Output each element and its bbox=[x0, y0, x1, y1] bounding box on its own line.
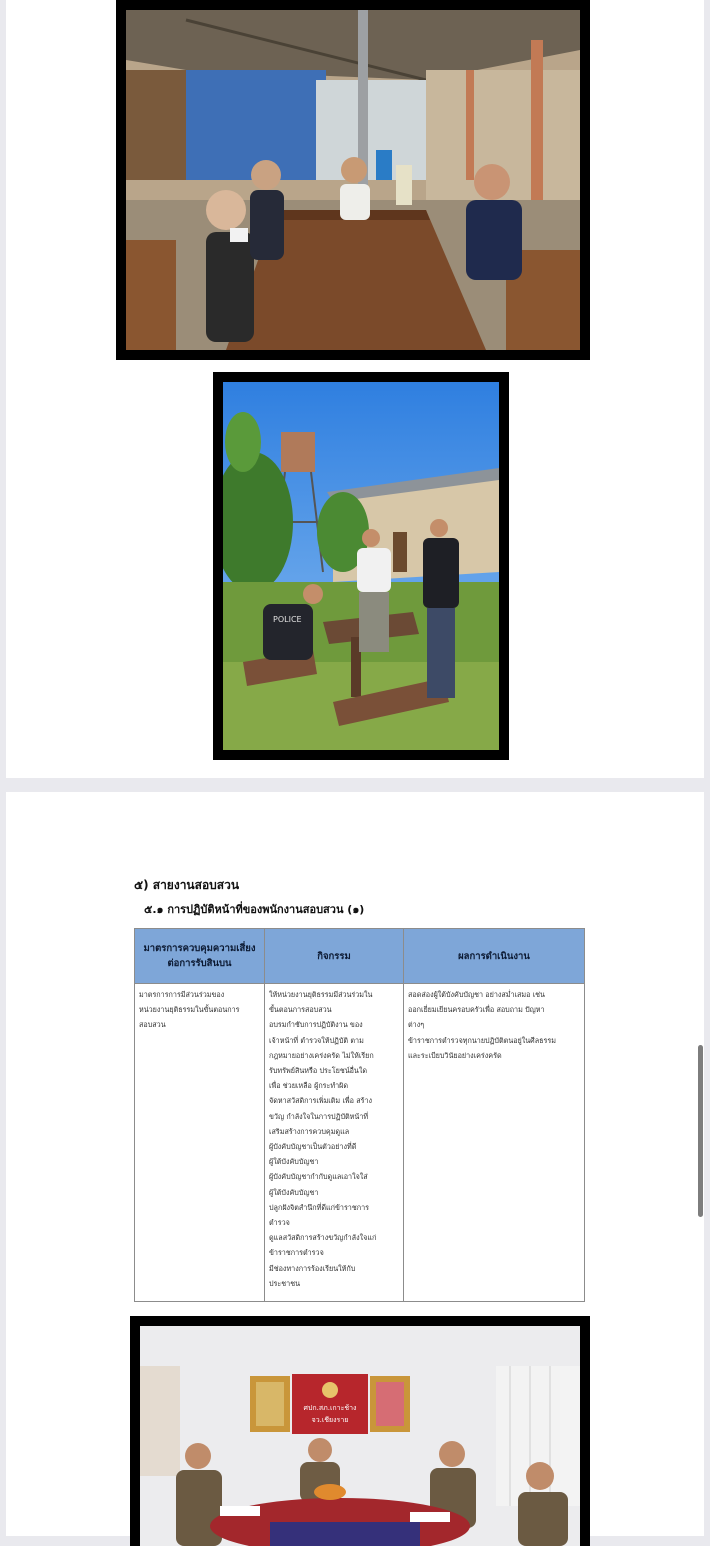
cell-line: และระเบียบวินัยอย่างเคร่งครัด bbox=[408, 1050, 502, 1060]
cell-line: ตำรวจ bbox=[269, 1218, 290, 1228]
cell-line: ผู้ใต้บังคับบัญชา bbox=[269, 1157, 319, 1167]
cell-line: เสริมสร้างการควบคุมดูแล bbox=[269, 1126, 350, 1136]
cell-line: มีช่องทางการร้องเรียนให้กับ bbox=[269, 1263, 356, 1273]
cell-line: ผู้บังคับบัญชากำกับดูแลเอาใจใส่ bbox=[269, 1172, 368, 1182]
cell-line: มาตรการการมีส่วนร่วมของ bbox=[139, 990, 225, 999]
cell-line: ออกเยี่ยมเยียนครอบครัวเพื่อ สอบถาม ปัญหา bbox=[408, 1005, 545, 1015]
photo-meeting-room-image bbox=[140, 1326, 580, 1546]
banner-text-line2: จว.เชียงราย bbox=[311, 1416, 349, 1424]
table-header-measure: มาตรการควบคุมความเสี่ยง ต่อการรับสินบน bbox=[135, 929, 265, 984]
cell-line: จัดหาสวัสดิการเพิ่มเติม เพื่อ สร้าง bbox=[269, 1096, 373, 1106]
cell-line: สอบสวน bbox=[139, 1020, 166, 1030]
cell-line: กฎหมายอย่างเคร่งครัด ไม่ให้เรียก bbox=[269, 1050, 374, 1060]
vertical-scrollbar[interactable] bbox=[698, 1045, 703, 1217]
cell-line: สอดส่องผู้ใต้บังคับบัญชา อย่างสม่ำเสมอ เช่น bbox=[408, 990, 545, 999]
cell-line: ผู้บังคับบัญชาเป็นตัวอย่างที่ดี bbox=[269, 1142, 357, 1152]
cell-line: ดูแลสวัสดิการสร้างขวัญกำลังใจแก่ bbox=[269, 1233, 377, 1243]
photo-field-visit-image bbox=[223, 382, 499, 750]
cell-line: ให้หน่วยงานยุติธรรมมีส่วนร่วมใน bbox=[269, 990, 373, 999]
cell-line: รับทรัพย์สินหรือ ประโยชน์อื่นใด bbox=[269, 1066, 368, 1076]
cell-line: ข้าราชการตำรวจ bbox=[269, 1248, 324, 1258]
document-page-1 bbox=[6, 0, 704, 778]
cell-line: ขวัญ กำลังใจในการปฏิบัติหน้าที่ bbox=[269, 1111, 369, 1121]
cell-line: ประชาชน bbox=[269, 1278, 300, 1288]
cell-line: ขั้นตอนการสอบสวน bbox=[269, 1005, 332, 1015]
cell-line: ผู้ใต้บังคับบัญชา bbox=[269, 1187, 319, 1197]
photo-officers-at-table-image bbox=[126, 10, 580, 350]
section-subheading: ๕.๑ การปฏิบัติหน้าที่ของพนักงานสอบสวน (๑) bbox=[144, 903, 365, 916]
table-header-activity: กิจกรรม bbox=[265, 929, 404, 984]
section-heading: ๕) สายงานสอบสวน bbox=[134, 878, 240, 892]
result-cell bbox=[404, 984, 585, 1302]
cell-line: ข้าราชการตำรวจทุกนายปฏิบัติตนอยู่ในศีลธรรม bbox=[408, 1035, 556, 1045]
document-page-2 bbox=[6, 792, 704, 1536]
measure-cell bbox=[135, 984, 265, 1302]
cell-line: หน่วยงานยุติธรรมในขั้นตอนการ bbox=[139, 1005, 240, 1015]
banner-text-line1: ศปก.สภ.เกาะช้าง bbox=[303, 1404, 357, 1412]
photo-officers-at-table bbox=[116, 0, 590, 360]
table-row bbox=[135, 984, 585, 1302]
cell-line: ต่างๆ bbox=[408, 1020, 425, 1030]
cell-line: อบรมกำชับการปฏิบัติงาน ของ bbox=[269, 1020, 363, 1030]
photo-field-visit bbox=[213, 372, 509, 760]
table-header-result: ผลการดำเนินงาน bbox=[404, 929, 585, 984]
cell-line: เพื่อ ช่วยเหลือ ผู้กระทำผิด bbox=[269, 1081, 349, 1091]
activity-cell bbox=[265, 984, 404, 1302]
cell-line: เจ้าหน้าที่ ตำรวจให้ปฏิบัติ ตาม bbox=[269, 1035, 364, 1045]
vest-text: POLICE bbox=[273, 615, 302, 624]
table-header-row bbox=[135, 929, 585, 984]
cell-line: ปลูกฝังจิตสำนึกที่ดีแก่ข้าราชการ bbox=[269, 1202, 369, 1212]
photo-meeting-room bbox=[130, 1316, 590, 1546]
risk-control-table bbox=[134, 928, 585, 1302]
